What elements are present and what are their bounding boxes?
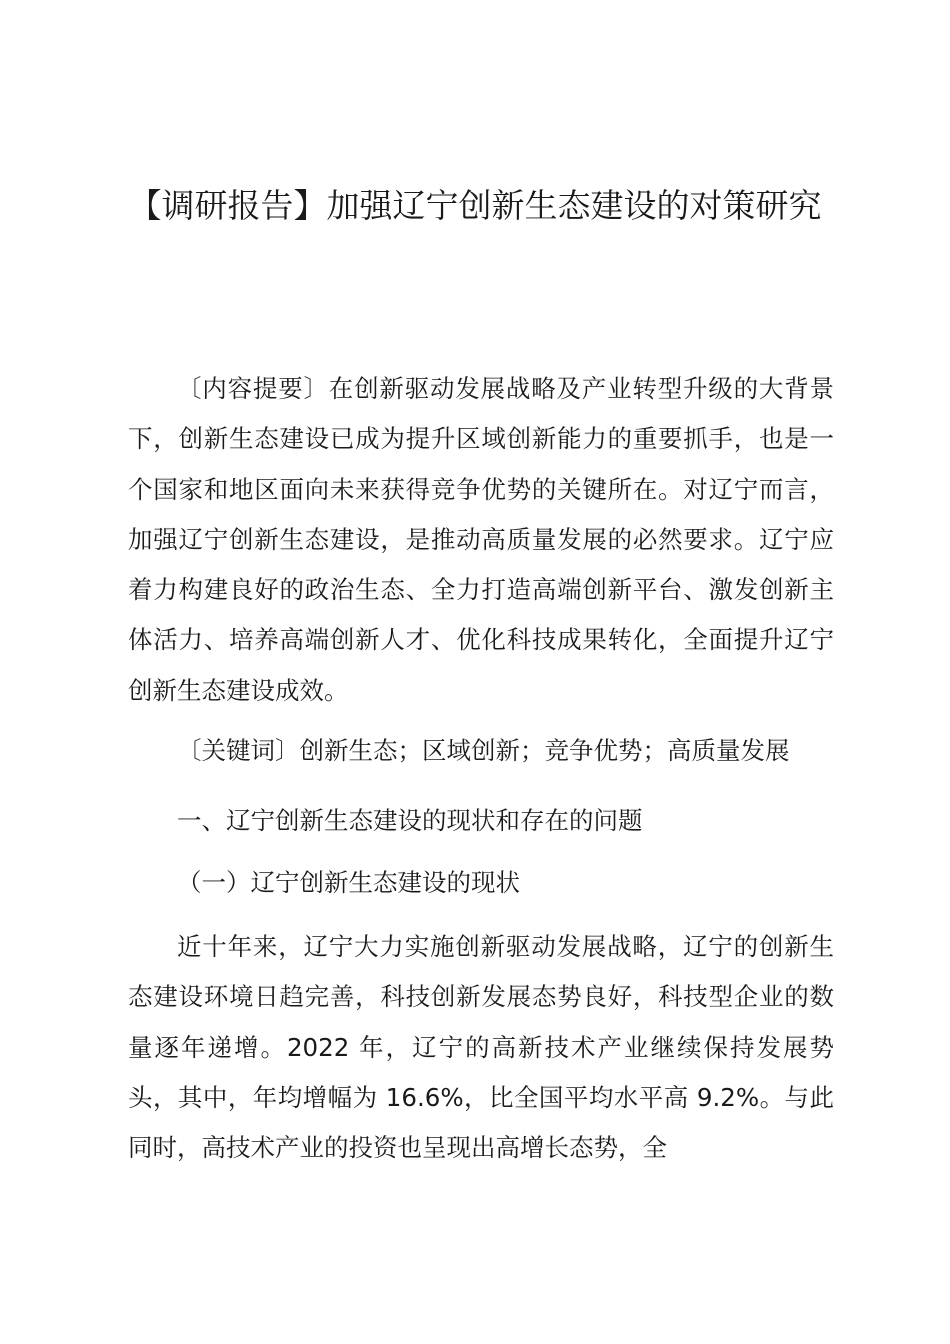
subsection-heading-1: （一）辽宁创新生态建设的现状 <box>177 868 520 897</box>
abstract-paragraph: 〔内容提要〕在创新驱动发展战略及产业转型升级的大背景下，创新生态建设已成为提升区域创新能力的重要抓手，也是一个国家和地区面向未来获得竞争优势的关键所在。对辽宁而言，加强辽宁创新生态建设，是推动高质量发展的必然要求。辽宁应着力构建良好的政治生态、全力打造高端创新平台、激发创新主体活力、培养高端创新人才、优化科技成果转化，全面提升辽宁创新生态建设成效。 <box>128 374 834 705</box>
body-paragraph: 近十年来，辽宁大力实施创新驱动发展战略，辽宁的创新生态建设环境日趋完善，科技创新发展态势良好，科技型企业的数量逐年递增。2022 年，辽宁的高新技术产业继续保持发展势头，其中，年均增幅为 16.6%，比全国平均水平高 9.2%。与此同时，高技术产业的投资也呈现出高增长态势，全 <box>128 932 834 1163</box>
section-heading-1: 一、辽宁创新生态建设的现状和存在的问题 <box>177 806 643 835</box>
keywords-line: 〔关键词〕创新生态；区域创新；竞争优势；高质量发展 <box>177 736 790 765</box>
document-title: 【调研报告】加强辽宁创新生态建设的对策研究 <box>128 186 822 225</box>
